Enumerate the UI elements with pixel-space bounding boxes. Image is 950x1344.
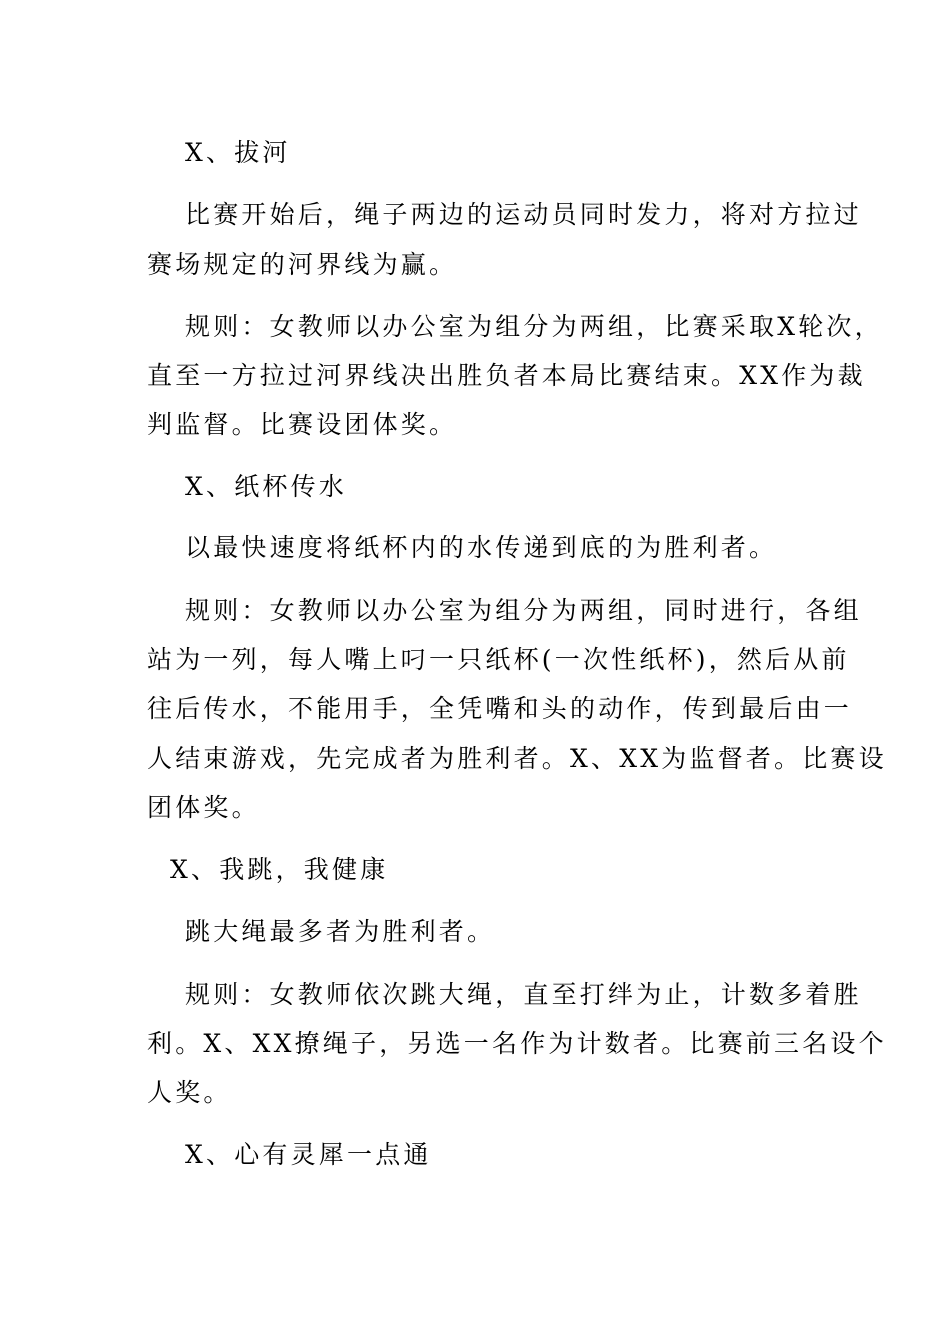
section-heading-tug-of-war: X、拔河 — [185, 138, 291, 167]
paragraph-line: 规则：女教师依次跳大绳，直至打绊为止，计数多着胜 — [185, 980, 862, 1009]
paragraph-line: 往后传水，不能用手，全凭嘴和头的动作，传到最后由一 — [147, 694, 853, 723]
paragraph-line: 赛场规定的河界线为赢。 — [147, 250, 458, 279]
paragraph-line: 人奖。 — [147, 1078, 232, 1107]
paragraph-line: 比赛开始后，绳子两边的运动员同时发力，将对方拉过 — [185, 200, 862, 229]
paragraph-line: 团体奖。 — [147, 793, 260, 822]
paragraph-line: 规则：女教师以办公室为组分为两组，比赛采取X轮次， — [185, 312, 883, 341]
paragraph-line: 利。X、XX撩绳子，另选一名作为计数者。比赛前三名设个 — [147, 1029, 887, 1058]
paragraph-line: 直至一方拉过河界线决出胜负者本局比赛结束。XX作为裁 — [147, 361, 866, 390]
paragraph-line: 规则：女教师以办公室为组分为两组，同时进行，各组 — [185, 596, 862, 625]
paragraph-line: 跳大绳最多者为胜利者。 — [185, 917, 496, 946]
section-heading-jump-rope: X、我跳，我健康 — [170, 855, 389, 884]
section-heading-paper-cup: X、纸杯传水 — [185, 472, 347, 501]
paragraph-line: 人结束游戏，先完成者为胜利者。X、XX为监督者。比赛设 — [147, 744, 887, 773]
paragraph-line: 判监督。比赛设团体奖。 — [147, 410, 458, 439]
paragraph-line: 以最快速度将纸杯内的水传递到底的为胜利者。 — [185, 533, 778, 562]
paragraph-line: 站为一列，每人嘴上叼一只纸杯(一次性纸杯)，然后从前 — [147, 645, 850, 674]
section-heading-telepathy: X、心有灵犀一点通 — [185, 1140, 432, 1169]
